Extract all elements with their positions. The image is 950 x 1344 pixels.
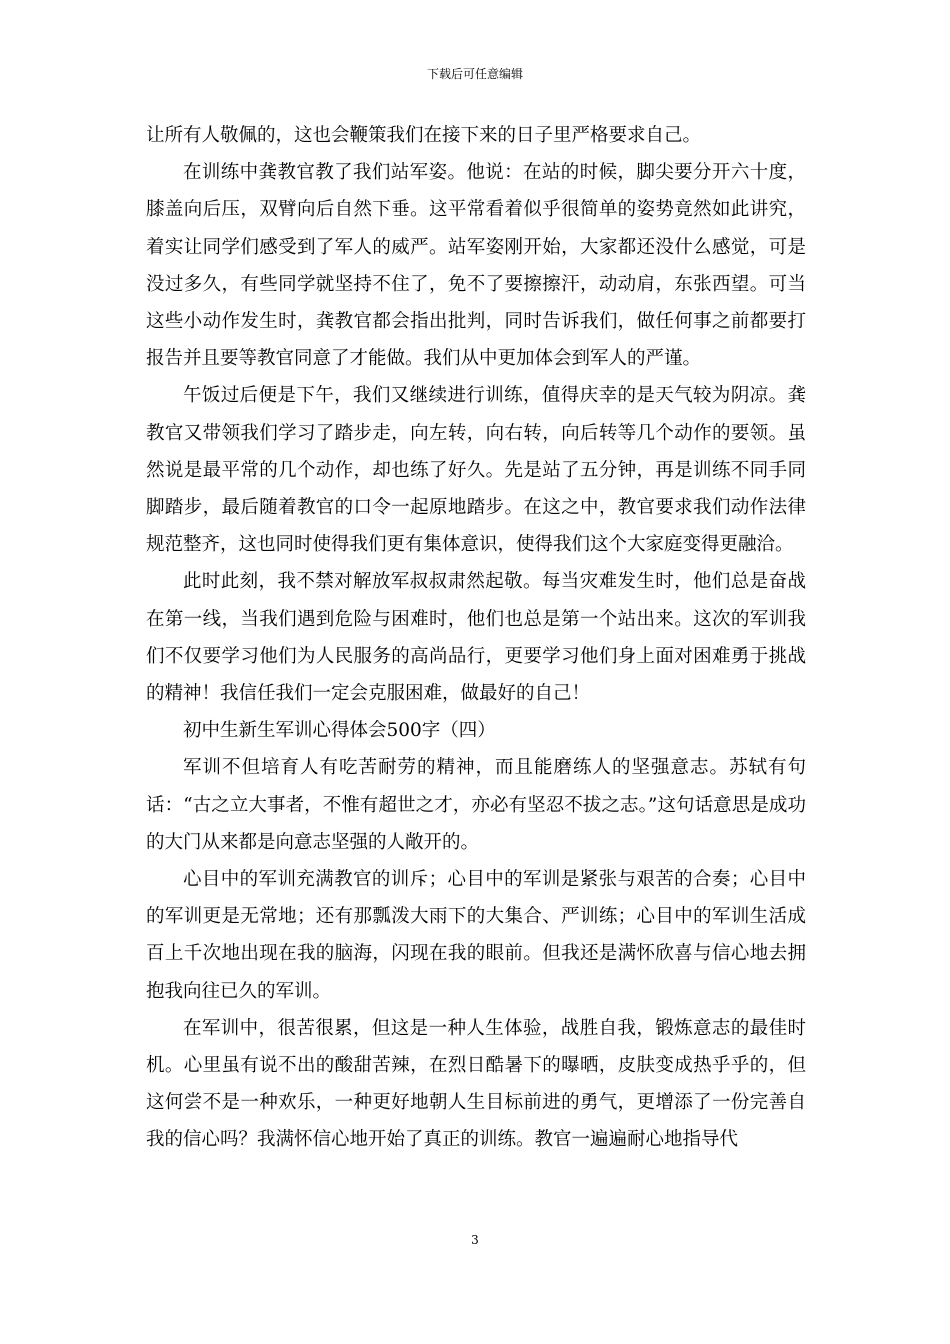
- paragraph: 在军训中，很苦很累，但这是一种人生体验，战胜自我，锻炼意志的最佳时机。心里虽有说不出的酸甜苦辣，在烈日酷暑下的曝晒，皮肤变成热乎乎的，但这何尝不是一种欢乐，一种更好地朝人生目标前进的勇气，更增添了一份完善自我的信心吗？我满怀信心地开始了真正的训练。教官一遍遍耐心地指导代: [146, 1017, 806, 1151]
- page-number: 3: [471, 1233, 479, 1247]
- document-body: [146, 117, 806, 1159]
- paragraph: 午饭过后便是下午，我们又继续进行训练，值得庆幸的是天气较为阴凉。龚教官又带领我们学习了踏步走，向左转，向右转，向后转等几个动作的要领。虽然说是最平常的几个动作，却也练了好久。先是站了五分钟，再是训练不同手同脚踏步，最后随着教官的口令一起原地踏步。在这之中，教官要求我们动作法律规范整齐，这也同时使得我们更有集体意识，使得我们这个大家庭变得更融洽。: [146, 385, 806, 556]
- page-header: 下载后可任意编辑: [426, 67, 523, 81]
- paragraph-continuation: 让所有人敬佩的，这也会鞭策我们在接下来的日子里严格要求自己。: [146, 125, 702, 146]
- section-heading: 初中生新生军训心得体会500字（四）: [183, 720, 496, 742]
- paragraph: 心目中的军训充满教官的训斥；心目中的军训是紧张与艰苦的合奏；心目中的军训更是无常地；还有那瓢泼大雨下的大集合、严训练；心目中的军训生活成百上千次地出现在我的脑海，闪现在我的眼前。但我还是满怀欣喜与信心地去拥抱我向往已久的军训。: [146, 869, 806, 1002]
- paragraph: 此时此刻，我不禁对解放军叔叔肃然起敬。每当灾难发生时，他们总是奋战在第一线，当我们遇到危险与困难时，他们也总是第一个站出来。这次的军训我们不仅要学习他们为人民服务的高尚品行，更要学习他们身上面对困难勇于挑战的精神！我信任我们一定会克服困难，做最好的自己！: [146, 571, 806, 705]
- paragraph: 军训不但培育人有吃苦耐劳的精神，而且能磨练人的坚强意志。苏轼有句话：“古之立大事者，不惟有超世之才，亦必有坚忍不拔之志。”这句话意思是成功的大门从来都是向意志坚强的人敞开的。: [146, 757, 806, 853]
- paragraph: 在训练中龚教官教了我们站军姿。他说：在站的时候，脚尖要分开六十度，膝盖向后压，双臂向后自然下垂。这平常看着似乎很简单的姿势竟然如此讲究，着实让同学们感受到了军人的威严。站军姿刚开始，大家都还没什么感觉，可是没过多久，有些同学就坚持不住了，免不了要擦擦汗，动动肩，东张西望。可当这些小动作发生时，龚教官都会指出批判，同时告诉我们，做任何事之前都要打报告并且要等教官同意了才能做。我们从中更加体会到军人的严谨。: [146, 162, 806, 370]
